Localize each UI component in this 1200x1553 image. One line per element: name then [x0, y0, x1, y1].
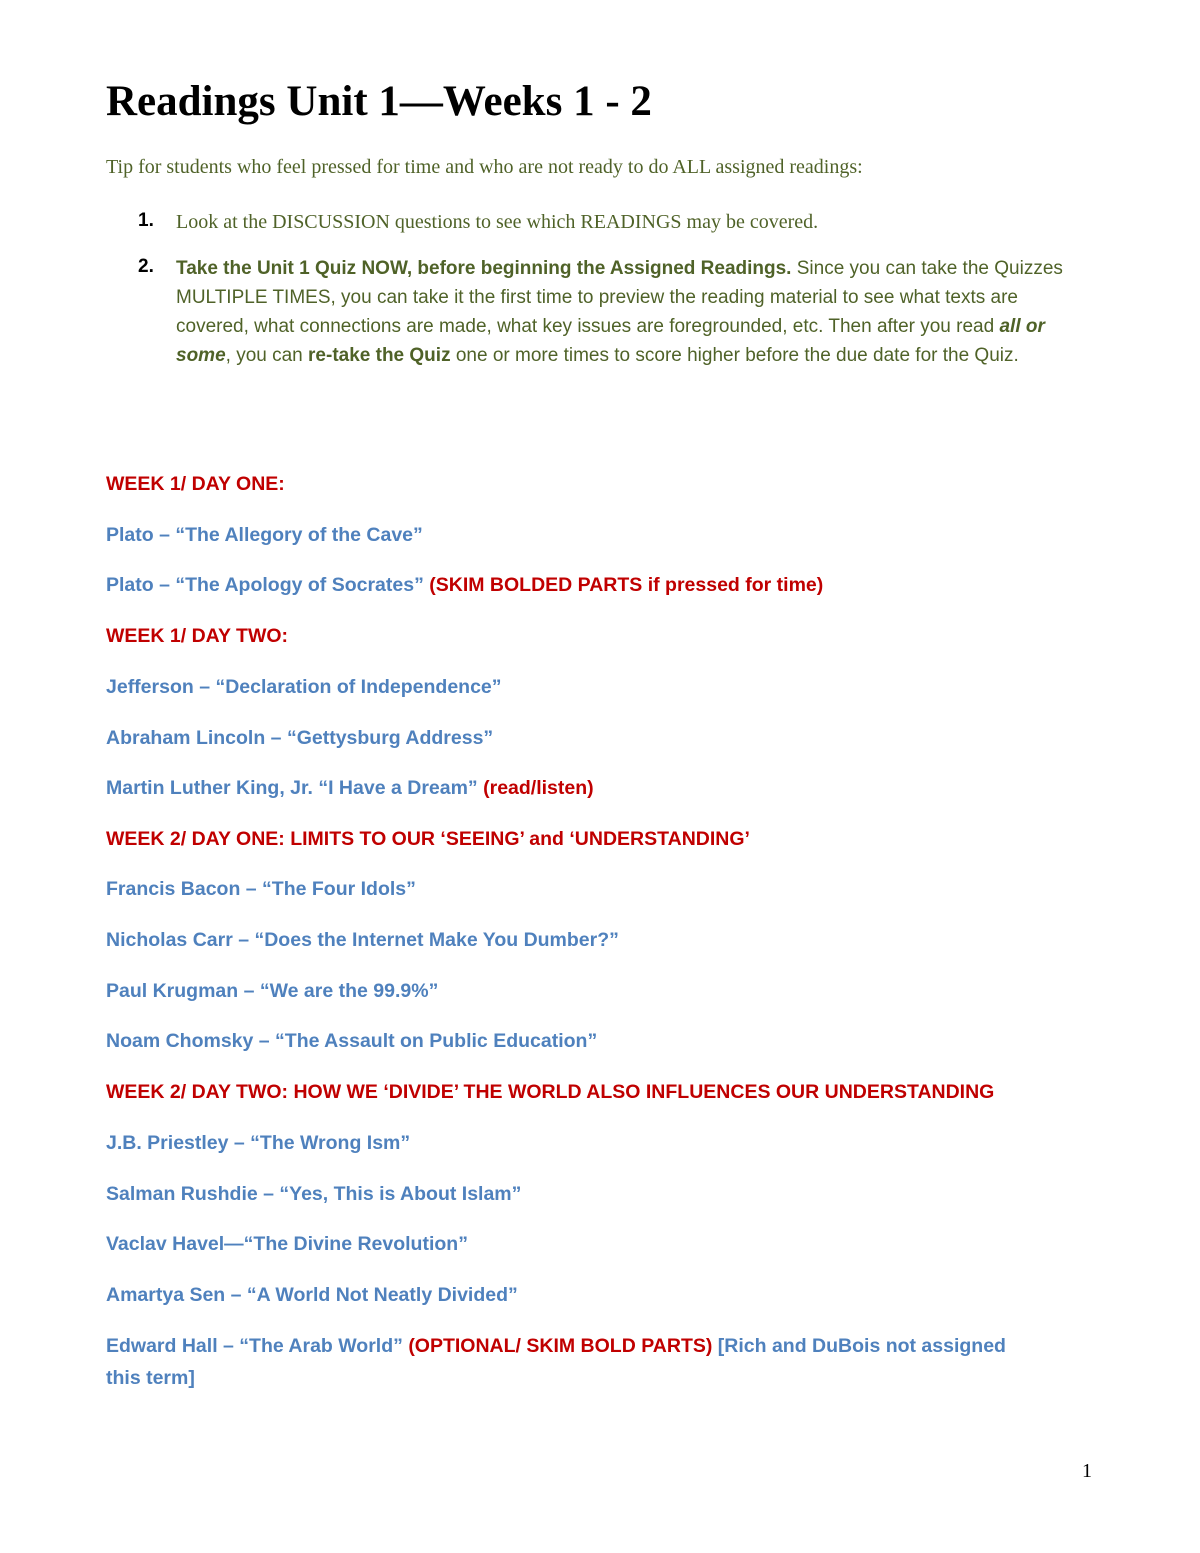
- list-item-2-text-b: , you can: [225, 345, 309, 366]
- reading-item: Vaclav Havel—“The Divine Revolution”: [106, 1233, 468, 1255]
- week2-day2-heading: WEEK 2/ DAY TWO: HOW WE ‘DIVIDE’ THE WORLD ALSO INFLUENCES OUR UNDERSTANDING: [106, 1081, 995, 1103]
- list-number-2: 2.: [138, 256, 154, 277]
- reading-title: Plato – “The Apology of Socrates”: [106, 574, 424, 596]
- reading-tail-note: [Rich and DuBois not assigned this term]: [106, 1335, 1006, 1389]
- reading-item: Abraham Lincoln – “Gettysburg Address”: [106, 727, 494, 749]
- reading-item: Plato – “The Allegory of the Cave”: [106, 524, 423, 546]
- week1-day1-heading: WEEK 1/ DAY ONE:: [106, 473, 285, 495]
- list-item-2-text-c: one or more times to score higher before the due date for the Quiz.: [450, 345, 1019, 366]
- reading-item: Paul Krugman – “We are the 99.9%”: [106, 980, 439, 1002]
- reading-note: (read/listen): [483, 777, 594, 799]
- reading-item: [106, 569, 823, 601]
- tip-text: Tip for students who feel pressed for time and who are not ready to do ALL assigned readings:: [106, 156, 863, 178]
- reading-item: Nicholas Carr – “Does the Internet Make You Dumber?”: [106, 929, 619, 951]
- reading-item: Amartya Sen – “A World Not Neatly Divided”: [106, 1284, 518, 1306]
- reading-item: Noam Chomsky – “The Assault on Public Education”: [106, 1030, 598, 1052]
- reading-item: [106, 772, 594, 804]
- reading-item: Salman Rushdie – “Yes, This is About Islam”: [106, 1183, 522, 1205]
- reading-item: Francis Bacon – “The Four Idols”: [106, 878, 416, 900]
- reading-title: Edward Hall – “The Arab World”: [106, 1335, 403, 1357]
- page-number: 1: [1082, 1460, 1092, 1482]
- week2-day1-heading: WEEK 2/ DAY ONE: LIMITS TO OUR ‘SEEING’ and ‘UNDERSTANDING’: [106, 828, 750, 850]
- list-item-2-text-a: Since you can take the Quizzes MULTIPLE TIMES, you can take it the first time to preview the reading material to see what texts are covered, what connections are made, what key issues are foregrounded, etc. Then after you read: [176, 258, 1063, 337]
- reading-item: J.B. Priestley – “The Wrong Ism”: [106, 1132, 411, 1154]
- page-title: Readings Unit 1—Weeks 1 - 2: [106, 78, 652, 125]
- list-item-2-bold-italic: all or some: [176, 316, 1045, 366]
- list-item-1: Look at the DISCUSSION questions to see which READINGS may be covered.: [176, 211, 819, 233]
- list-item-2: [176, 254, 1086, 370]
- reading-item: [106, 1330, 1036, 1394]
- reading-note: (SKIM BOLDED PARTS if pressed for time): [429, 574, 824, 596]
- reading-note: (OPTIONAL/ SKIM BOLD PARTS): [408, 1335, 713, 1357]
- list-number-1: 1.: [138, 210, 154, 231]
- list-item-2-bold: Take the Unit 1 Quiz NOW, before beginning the Assigned Readings.: [176, 258, 792, 279]
- reading-title: Martin Luther King, Jr. “I Have a Dream”: [106, 777, 478, 799]
- week1-day2-heading: WEEK 1/ DAY TWO:: [106, 625, 289, 647]
- reading-item: Jefferson – “Declaration of Independence”: [106, 676, 502, 698]
- list-item-2-bold-2: re-take the Quiz: [308, 345, 451, 366]
